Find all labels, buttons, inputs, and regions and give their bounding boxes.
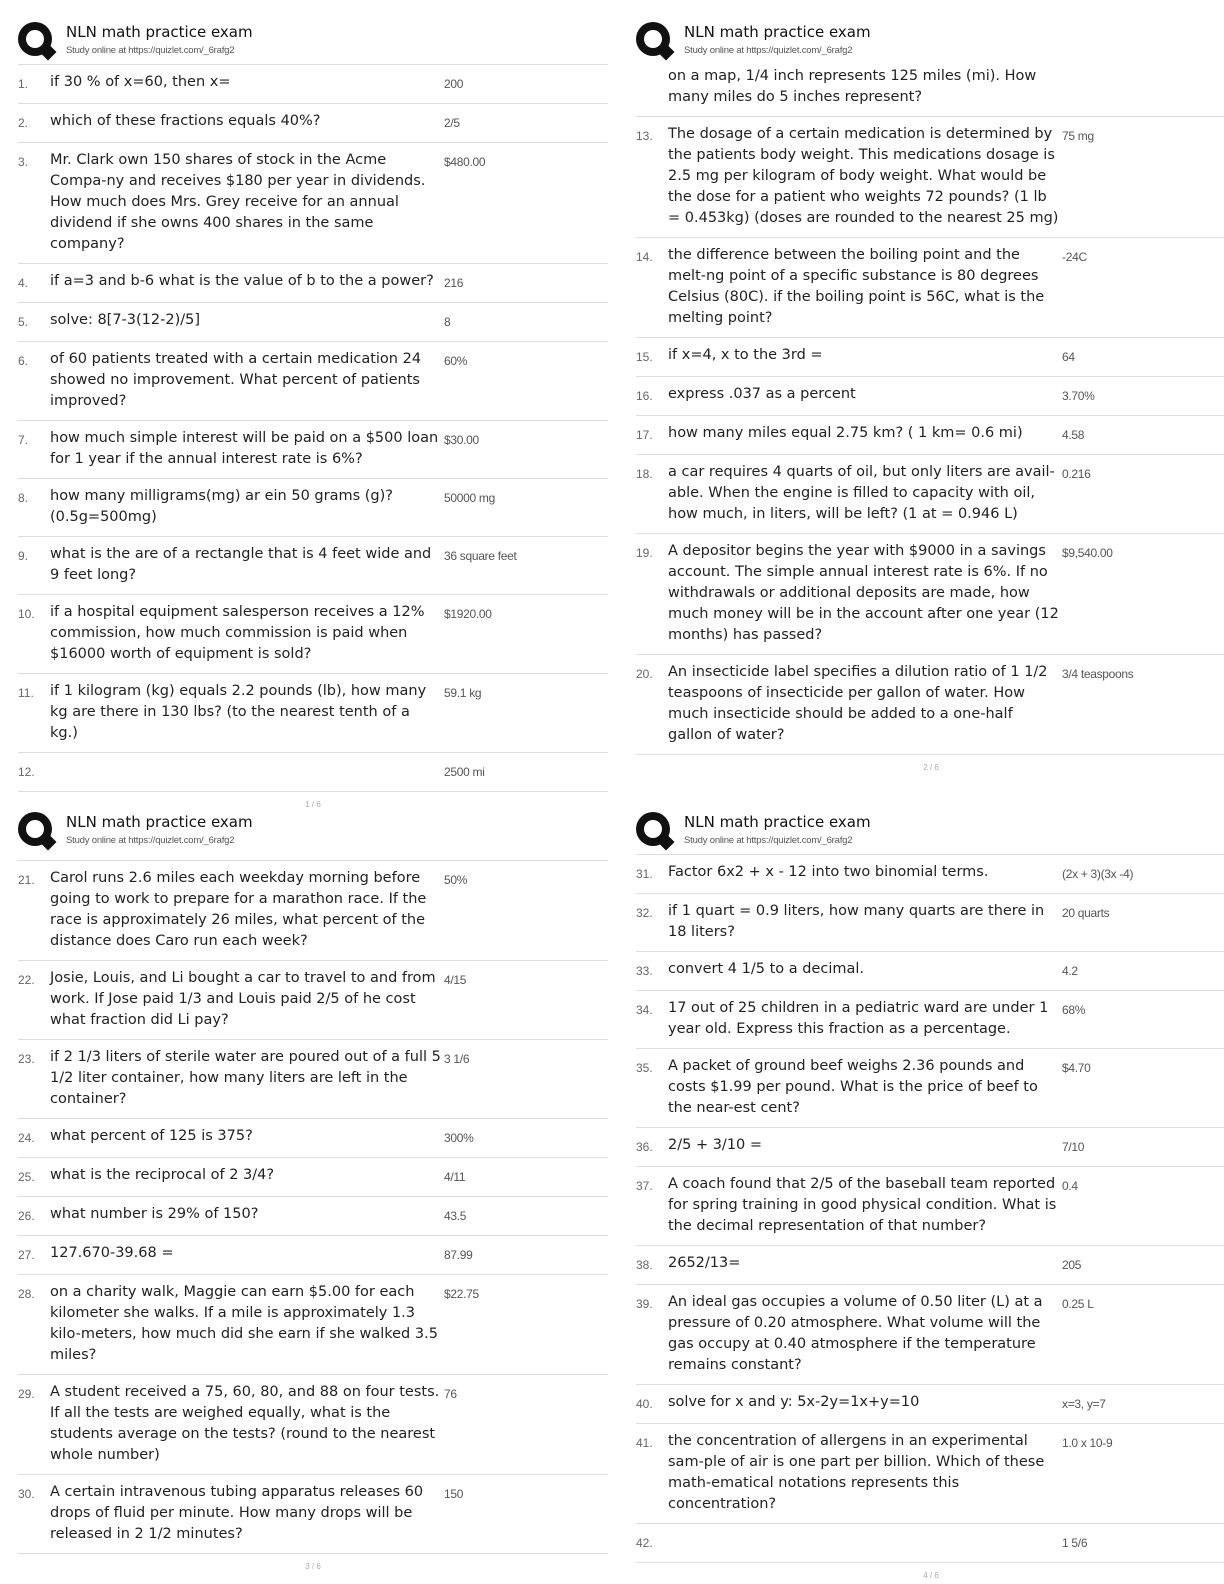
question-number: 12. — [18, 765, 35, 779]
page-footer: 3 / 6 — [305, 1562, 321, 1571]
question-text: A packet of ground beef weighs 2.36 pounds and costs $1.99 per pound. What is the price of beef to the near-est cent? — [668, 1058, 1038, 1116]
answer-text: 3 1/6 — [444, 1052, 470, 1066]
question-text: A certain intravenous tubing apparatus releases 60 drops of fluid per minute. How many drops will be released in 2 1/2 minutes? — [50, 1484, 424, 1542]
question-row — [636, 1128, 1224, 1167]
question-text: what percent of 125 is 375? — [50, 1128, 253, 1144]
question-number: 29. — [18, 1387, 35, 1401]
question-number: 37. — [636, 1179, 653, 1193]
question-number: 32. — [636, 906, 653, 920]
question-list — [18, 860, 608, 1554]
question-row — [636, 991, 1224, 1049]
page-title: NLN math practice exam — [684, 23, 871, 41]
answer-text: 60% — [444, 354, 468, 368]
question-text: a car requires 4 quarts of oil, but only liters are avail-able. When the engine is filled to capacity with oil, how much, in liters, will be left? (1 at = 0.946 L) — [668, 464, 1055, 522]
question-number: 33. — [636, 964, 653, 978]
answer-text: 50% — [444, 873, 468, 887]
question-row — [18, 479, 608, 537]
question-row — [18, 1275, 608, 1375]
answer-text: 4.58 — [1062, 428, 1085, 442]
question-row — [636, 1246, 1224, 1285]
question-number: 25. — [18, 1170, 35, 1184]
answer-text: x=3, y=7 — [1062, 1397, 1106, 1411]
question-row — [636, 1167, 1224, 1246]
question-row — [18, 1158, 608, 1197]
continued-question: on a map, 1/4 inch represents 125 miles (mi). How many miles do 5 inches represent? — [668, 68, 1037, 105]
question-row — [18, 961, 608, 1040]
question-row — [636, 1424, 1224, 1524]
question-list — [636, 116, 1224, 755]
question-number: 22. — [18, 973, 35, 987]
question-row — [18, 537, 608, 595]
question-number: 27. — [18, 1248, 35, 1262]
page-footer: 4 / 6 — [923, 1571, 939, 1580]
question-row — [18, 1040, 608, 1119]
quizlet-logo-icon — [18, 812, 52, 846]
answer-text: 0.216 — [1062, 467, 1091, 481]
page-header — [18, 20, 608, 64]
page-4 — [636, 810, 1224, 1580]
page-header — [18, 810, 608, 854]
page-header — [636, 810, 1224, 854]
question-row — [636, 377, 1224, 416]
study-link[interactable]: Study online at https://quizlet.com/_6rafg2 — [684, 835, 853, 846]
answer-text: 64 — [1062, 350, 1075, 364]
question-text: which of these fractions equals 40%? — [50, 113, 321, 129]
answer-text: 4/15 — [444, 973, 467, 987]
answer-text: 216 — [444, 276, 464, 290]
answer-text: $480.00 — [444, 155, 486, 169]
question-text: Mr. Clark own 150 shares of stock in the Acme Compa-ny and receives $180 per year in dividends. How much does Mrs. Grey receive for an annual dividend if she owns 400 shares in the same company? — [50, 152, 426, 252]
question-number: 30. — [18, 1487, 35, 1501]
question-text: 2652/13= — [668, 1255, 741, 1271]
question-number: 7. — [18, 433, 29, 447]
question-row — [18, 421, 608, 479]
study-link[interactable]: Study online at https://quizlet.com/_6rafg2 — [684, 45, 853, 56]
question-row — [636, 1385, 1224, 1424]
question-text: solve for x and y: 5x-2y=1x+y=10 — [668, 1394, 920, 1410]
question-row — [636, 238, 1224, 338]
question-text: if 2 1/3 liters of sterile water are poured out of a full 5 1/2 liter container, how many liters are left in the container? — [50, 1049, 441, 1107]
question-row — [636, 416, 1224, 455]
answer-text: 2500 mi — [444, 765, 485, 779]
question-row — [18, 1375, 608, 1475]
question-row — [636, 534, 1224, 655]
question-number: 17. — [636, 428, 653, 442]
answer-text: 43.5 — [444, 1209, 467, 1223]
page-1 — [18, 20, 608, 809]
quizlet-logo-icon — [18, 22, 52, 56]
question-number: 42. — [636, 1536, 653, 1550]
question-text: A coach found that 2/5 of the baseball team reported for spring training in good physical condition. What is the decimal representation of that number? — [668, 1176, 1057, 1234]
page-2 — [636, 20, 1224, 772]
answer-text: 7/10 — [1062, 1140, 1085, 1154]
answer-text: 1.0 x 10-9 — [1062, 1436, 1113, 1450]
question-row — [18, 303, 608, 342]
question-text: what is the are of a rectangle that is 4 feet wide and 9 feet long? — [50, 546, 432, 583]
question-number: 14. — [636, 250, 653, 264]
question-text: A depositor begins the year with $9000 in a savings account. The simple annual interest rate is 6%. If no withdrawals or additional deposits are made, how much money will be in the account after one year (12 months) has passed? — [668, 543, 1059, 643]
question-number: 24. — [18, 1131, 35, 1145]
page-title: NLN math practice exam — [66, 813, 253, 831]
question-number: 34. — [636, 1003, 653, 1017]
answer-text: 76 — [444, 1387, 457, 1401]
question-row — [636, 1285, 1224, 1385]
page-footer: 2 / 6 — [923, 763, 939, 772]
question-row — [636, 855, 1224, 894]
page-footer: 1 / 6 — [305, 800, 321, 809]
answer-text: 3.70% — [1062, 389, 1095, 403]
question-text: solve: 8[7-3(12-2)/5] — [50, 312, 201, 328]
answer-text: 59.1 kg — [444, 686, 482, 700]
answer-text: -24C — [1062, 250, 1087, 264]
question-number: 10. — [18, 607, 35, 621]
question-text: the concentration of allergens in an experimental sam-ple of air is one part per billion. Which of these math-ematical notations represents this concentration? — [668, 1433, 1045, 1512]
answer-text: 75 mg — [1062, 129, 1094, 143]
question-number: 39. — [636, 1297, 653, 1311]
question-text: 127.670-39.68 = — [50, 1245, 174, 1261]
question-number: 15. — [636, 350, 653, 364]
question-number: 2. — [18, 116, 29, 130]
answer-text: $9,540.00 — [1062, 546, 1113, 560]
question-text: 2/5 + 3/10 = — [668, 1137, 763, 1153]
question-number: 13. — [636, 129, 653, 143]
answer-text: (2x + 3)(3x -4) — [1062, 867, 1134, 881]
question-text: if 1 kilogram (kg) equals 2.2 pounds (lb), how many kg are there in 130 lbs? (to the nearest tenth of a kg.) — [50, 683, 427, 741]
answer-text: 150 — [444, 1487, 464, 1501]
answer-text: 87.99 — [444, 1248, 473, 1262]
question-text: 17 out of 25 children in a pediatric ward are under 1 year old. Express this fraction as a percentage. — [668, 1000, 1049, 1037]
question-number: 16. — [636, 389, 653, 403]
question-row — [18, 143, 608, 264]
answer-text: 36 square feet — [444, 549, 517, 563]
question-number: 41. — [636, 1436, 653, 1450]
answer-text: 50000 mg — [444, 491, 495, 505]
question-text: if 30 % of x=60, then x= — [50, 74, 231, 90]
question-text: how many milligrams(mg) ar ein 50 grams (g)? (0.5g=500mg) — [50, 488, 393, 525]
question-text: what number is 29% of 150? — [50, 1206, 259, 1222]
answer-text: 205 — [1062, 1258, 1082, 1272]
question-text: The dosage of a certain medication is determined by the patients body weight. This medications dosage is 2.5 mg per kilogram of body weight. What would be the dose for a patient who weights 72 pounds? (1 lb = 0.453kg) (doses are rounded to the nearest 25 mg) — [668, 126, 1059, 226]
question-text: convert 4 1/5 to a decimal. — [668, 961, 865, 977]
question-row — [636, 338, 1224, 377]
question-row — [636, 117, 1224, 238]
question-text: if a hospital equipment salesperson receives a 12% commission, how much commission is paid when $16000 worth of equipment is sold? — [50, 604, 425, 662]
question-text: of 60 patients treated with a certain medication 24 showed no improvement. What percent of patients improved? — [50, 351, 422, 409]
answer-text: 3/4 teaspoons — [1062, 667, 1134, 681]
answer-text: 300% — [444, 1131, 474, 1145]
question-row — [636, 952, 1224, 991]
answer-text: 4.2 — [1062, 964, 1078, 978]
question-text: if 1 quart = 0.9 liters, how many quarts are there in 18 liters? — [668, 903, 1045, 940]
question-row — [636, 894, 1224, 952]
answer-text: 4/11 — [444, 1170, 466, 1184]
question-row — [18, 1475, 608, 1554]
answer-text: $4.70 — [1062, 1061, 1091, 1075]
study-link[interactable]: Study online at https://quizlet.com/_6rafg2 — [66, 835, 235, 846]
question-number: 20. — [636, 667, 653, 681]
question-text: A student received a 75, 60, 80, and 88 on four tests. If all the tests are weighed equally, what is the students average on the tests? (round to the nearest whole number) — [50, 1384, 440, 1463]
question-row — [636, 655, 1224, 755]
question-text: Carol runs 2.6 miles each weekday morning before going to work to prepare for a marathon race. If the race is approximately 26 miles, what percent of the distance does Caro run each week? — [50, 870, 427, 949]
question-row — [18, 1236, 608, 1275]
question-number: 36. — [636, 1140, 653, 1154]
question-number: 28. — [18, 1287, 35, 1301]
question-row — [18, 753, 608, 792]
question-number: 23. — [18, 1052, 35, 1066]
question-number: 38. — [636, 1258, 653, 1272]
question-number: 19. — [636, 546, 653, 560]
study-link[interactable]: Study online at https://quizlet.com/_6rafg2 — [66, 45, 235, 56]
question-row — [18, 1119, 608, 1158]
question-text: the difference between the boiling point and the melt-ng point of a specific substance is 80 degrees Celsius (80C). if the boiling point is 56C, what is the melting point? — [668, 247, 1045, 326]
answer-text: $30.00 — [444, 433, 479, 447]
page-title: NLN math practice exam — [684, 813, 871, 831]
question-number: 40. — [636, 1397, 653, 1411]
question-text: An ideal gas occupies a volume of 0.50 liter (L) at a pressure of 0.20 atmosphere. What volume will the gas occupy at 0.40 atmosphere if the temperature remains constant? — [668, 1294, 1043, 1373]
question-number: 18. — [636, 467, 653, 481]
question-row — [18, 264, 608, 303]
question-list — [18, 64, 608, 792]
question-text: express .037 as a percent — [668, 386, 856, 402]
question-text: Josie, Louis, and Li bought a car to travel to and from work. If Jose paid 1/3 and Louis paid 2/5 of he cost what fraction did Li pay? — [50, 970, 436, 1028]
question-text: An insecticide label specifies a dilution ratio of 1 1/2 teaspoons of insecticide per gallon of water. How much insecticide should be added to a one-half gallon of water? — [668, 664, 1048, 743]
question-text: how many miles equal 2.75 km? ( 1 km= 0.6 mi) — [668, 425, 1023, 441]
question-text: if x=4, x to the 3rd = — [668, 347, 823, 363]
answer-text: $1920.00 — [444, 607, 492, 621]
question-number: 6. — [18, 354, 29, 368]
question-number: 31. — [636, 867, 653, 881]
question-row — [18, 861, 608, 961]
question-row — [18, 65, 608, 104]
answer-text: 0.25 L — [1062, 1297, 1094, 1311]
question-row — [18, 674, 608, 753]
question-row — [636, 1524, 1224, 1563]
question-text: how much simple interest will be paid on a $500 loan for 1 year if the annual interest rate is 6%? — [50, 430, 439, 467]
answer-text: 0.4 — [1062, 1179, 1078, 1193]
question-text: what is the reciprocal of 2 3/4? — [50, 1167, 275, 1183]
answer-text: 68% — [1062, 1003, 1086, 1017]
question-row — [636, 1049, 1224, 1128]
question-number: 4. — [18, 276, 29, 290]
answer-text: 20 quarts — [1062, 906, 1110, 920]
question-list — [636, 854, 1224, 1563]
page-3 — [18, 810, 608, 1571]
page-title: NLN math practice exam — [66, 23, 253, 41]
question-row — [18, 342, 608, 421]
question-number: 26. — [18, 1209, 35, 1223]
question-number: 5. — [18, 315, 29, 329]
question-number: 11. — [18, 686, 34, 700]
question-number: 35. — [636, 1061, 653, 1075]
question-row — [18, 104, 608, 143]
question-row — [636, 455, 1224, 534]
question-row — [18, 1197, 608, 1236]
question-number: 21. — [18, 873, 35, 887]
question-number: 9. — [18, 549, 29, 563]
question-number: 3. — [18, 155, 29, 169]
answer-text: 8 — [444, 315, 451, 329]
page-header — [636, 20, 1224, 64]
quizlet-logo-icon — [636, 812, 670, 846]
answer-text: 2/5 — [444, 116, 460, 130]
question-text: Factor 6x2 + x - 12 into two binomial terms. — [668, 864, 989, 880]
question-text: on a charity walk, Maggie can earn $5.00 for each kilometer she walks. If a mile is approximately 1.3 kilo-meters, how much did she earn if she walked 3.5 miles? — [50, 1284, 438, 1363]
question-number: 1. — [18, 77, 29, 91]
answer-text: $22.75 — [444, 1287, 479, 1301]
quizlet-logo-icon — [636, 22, 670, 56]
question-row — [18, 595, 608, 674]
question-number: 8. — [18, 491, 29, 505]
answer-text: 200 — [444, 77, 464, 91]
question-text: if a=3 and b-6 what is the value of b to the a power? — [50, 273, 434, 289]
answer-text: 1 5/6 — [1062, 1536, 1088, 1550]
